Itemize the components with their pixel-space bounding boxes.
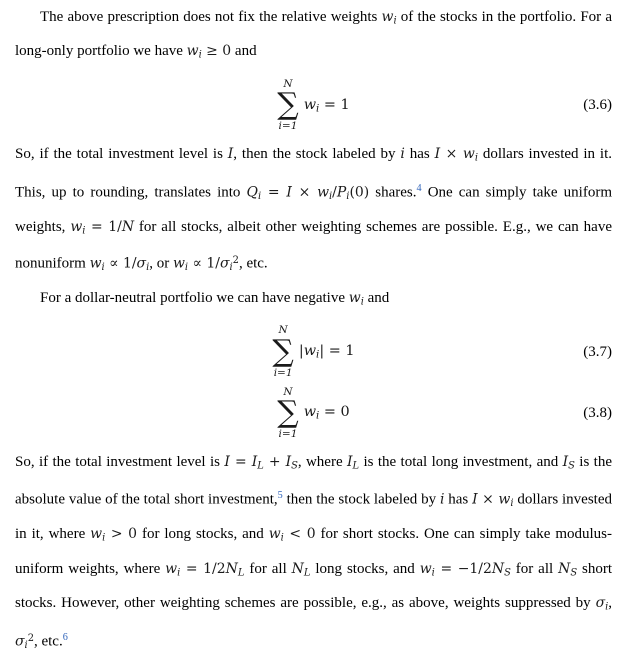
text-run: dollars invested in it. This, up to rounding, translates into <box>15 146 613 201</box>
math-run: i <box>400 146 405 163</box>
math-run: Q <box>246 184 258 201</box>
math-run: = 1/ <box>85 218 122 235</box>
math-run: σ <box>136 255 147 272</box>
text-run: , then the stock labeled by <box>233 146 401 163</box>
math-run: > 0 <box>105 526 138 543</box>
sum-lower-limit: i=1 <box>273 366 293 379</box>
sigma-glyph: ∑ <box>272 333 294 369</box>
text-run: for all stocks, albeit other weighting schemes are possible. E.g., we can have nonuniform <box>15 218 612 272</box>
text-run: , <box>608 595 612 612</box>
footnote-link[interactable]: 6 <box>62 631 68 643</box>
summation-symbol <box>272 324 293 378</box>
math-run: 2 <box>27 632 34 644</box>
paragraph <box>15 283 612 317</box>
math-run: i <box>280 532 284 544</box>
math-run: N <box>558 560 571 577</box>
sigma-glyph: ∑ <box>277 87 299 122</box>
math-run: I <box>347 453 353 470</box>
math-run: i <box>177 567 181 579</box>
math-run: × <box>440 146 463 163</box>
sum-lower-limit: i=1 <box>278 120 298 132</box>
math-run: | <box>298 343 304 360</box>
paragraph <box>15 2 612 71</box>
equation-body <box>299 342 355 361</box>
text-run: and <box>231 43 257 60</box>
text-run: dollars invested in it, where <box>15 491 612 543</box>
text-run: then the stock labeled by <box>282 491 440 508</box>
math-run: w <box>303 343 317 360</box>
math-run: × <box>291 184 318 201</box>
math-run: i <box>474 152 478 164</box>
math-run: N <box>121 218 135 235</box>
math-run: i <box>82 225 86 237</box>
text-run: is the absolute value of the total short investment, <box>15 453 612 508</box>
summation-symbol <box>277 78 298 132</box>
footnote-link[interactable]: 4 <box>416 182 422 194</box>
math-run: i <box>146 262 150 273</box>
text-run: long stocks, and <box>310 560 420 577</box>
math-run: σ <box>595 595 606 612</box>
equation-number: (3.7) <box>583 343 612 360</box>
text-run: One can simply take uniform weights, <box>15 184 612 235</box>
paragraph <box>15 447 612 661</box>
equation-body <box>304 403 350 422</box>
math-run: × <box>477 491 499 508</box>
math-run: w <box>498 491 511 508</box>
math-run: i <box>102 532 106 544</box>
text-run: The above prescription does not fix the relative weights <box>40 9 382 25</box>
math-run: w <box>90 526 103 543</box>
sum-upper-limit: N <box>283 385 293 398</box>
equation <box>15 324 612 378</box>
math-run: w <box>89 255 102 272</box>
math-run: I <box>224 453 230 470</box>
math-run: ∝ 1/ <box>104 255 137 272</box>
math-run: w <box>303 96 317 113</box>
math-run: = 1/2 <box>180 560 226 577</box>
math-run: = 0 <box>319 404 350 421</box>
math-run: N <box>225 560 238 577</box>
text-run: , where <box>297 453 347 470</box>
math-run: w <box>186 43 199 60</box>
equation-math <box>272 324 354 378</box>
math-run: i <box>198 49 202 61</box>
math-run: L <box>237 567 245 579</box>
math-run: i <box>605 601 609 613</box>
math-run: L <box>352 460 360 472</box>
text-run: , or <box>149 255 173 272</box>
math-run: L <box>257 460 264 472</box>
math-run: i <box>431 567 435 579</box>
math-run: i <box>101 262 105 273</box>
math-run: I <box>227 146 234 163</box>
math-run: S <box>291 460 298 472</box>
text-run: , etc. <box>33 633 63 650</box>
math-run: w <box>70 218 83 235</box>
sigma-glyph: ∑ <box>277 394 299 430</box>
math-run: σ <box>219 255 230 272</box>
footnote-link[interactable]: 5 <box>277 490 283 502</box>
math-run: N <box>491 560 505 577</box>
math-run: w <box>348 290 361 306</box>
math-run: i <box>316 349 320 361</box>
text-run: for long stocks, and <box>137 526 269 543</box>
math-run: w <box>317 184 329 201</box>
equation <box>15 386 612 440</box>
math-run: 2 <box>232 255 239 267</box>
math-run: I <box>251 453 258 470</box>
math-run: i <box>316 410 320 422</box>
math-run: i <box>439 491 445 508</box>
math-run: I <box>286 184 292 201</box>
math-run: S <box>568 460 575 472</box>
math-run: = 1 <box>319 96 350 113</box>
equation-number: (3.8) <box>583 404 612 421</box>
math-run: i <box>316 103 320 115</box>
text-run: for all <box>510 560 559 577</box>
equation-math <box>277 78 349 132</box>
math-run: w <box>381 9 394 25</box>
math-run: i <box>229 262 233 273</box>
equation <box>15 78 612 132</box>
math-run: + <box>263 453 286 470</box>
text-run: for all <box>244 560 292 577</box>
math-run: ≥ 0 <box>201 43 232 60</box>
text-run: is the total long investment, and <box>359 453 563 470</box>
math-run: S <box>504 567 511 579</box>
math-run: = <box>261 184 287 201</box>
math-run: < 0 <box>283 526 316 543</box>
math-run: / <box>332 184 337 201</box>
equation-number: (3.6) <box>583 96 612 113</box>
math-run: I <box>472 491 478 508</box>
text-run: has <box>404 146 435 163</box>
math-run: i <box>184 262 189 273</box>
text-run: So, if the total investment level is <box>15 453 225 470</box>
text-run: and <box>363 290 390 306</box>
math-run: i <box>510 498 514 510</box>
math-run: (0) <box>349 184 370 201</box>
math-run: w <box>462 146 475 163</box>
math-run: P <box>336 184 347 201</box>
text-run: for short stocks. One can simply take modulus-uniform weights, where <box>15 526 612 577</box>
math-run: = −1/2 <box>434 560 492 577</box>
text-run: has <box>444 491 473 508</box>
equation-math <box>277 386 349 440</box>
text-run: short stocks. However, other weighting schemes are possible, e.g., as above, weights suppressed by <box>15 560 613 612</box>
math-run: w <box>172 255 185 272</box>
text-run: , etc. <box>238 255 268 272</box>
text-run: of the stocks in the portfolio. For a long-only portfolio we have <box>15 9 612 60</box>
summation-symbol <box>277 386 298 440</box>
math-run: = <box>229 453 252 470</box>
math-run: L <box>303 567 311 579</box>
math-run: i <box>257 190 262 202</box>
math-run: σ <box>15 633 25 650</box>
math-run: I <box>285 453 292 470</box>
paragraph <box>15 139 612 283</box>
math-run: ∝ 1/ <box>188 255 220 272</box>
math-run: w <box>303 404 317 421</box>
math-run: S <box>570 567 578 579</box>
math-run: w <box>268 526 281 543</box>
math-run: i <box>393 15 397 27</box>
math-run: i <box>360 296 364 308</box>
sum-upper-limit: N <box>283 77 293 90</box>
math-run: i <box>329 190 333 202</box>
sum-upper-limit: N <box>278 324 288 337</box>
math-run: i <box>346 190 350 202</box>
math-run: | = 1 <box>319 343 355 360</box>
math-run: I <box>434 146 441 163</box>
math-run: w <box>165 560 178 577</box>
math-run: i <box>24 639 28 651</box>
math-run: w <box>419 560 432 577</box>
math-run: I <box>562 453 569 470</box>
text-run: For a dollar-neutral portfolio we can have negative <box>40 290 349 306</box>
math-run: N <box>291 560 304 577</box>
text-run: So, if the total investment level is <box>15 146 228 163</box>
sum-lower-limit: i=1 <box>278 427 298 440</box>
equation-body <box>304 96 350 115</box>
text-run: shares. <box>369 184 417 201</box>
